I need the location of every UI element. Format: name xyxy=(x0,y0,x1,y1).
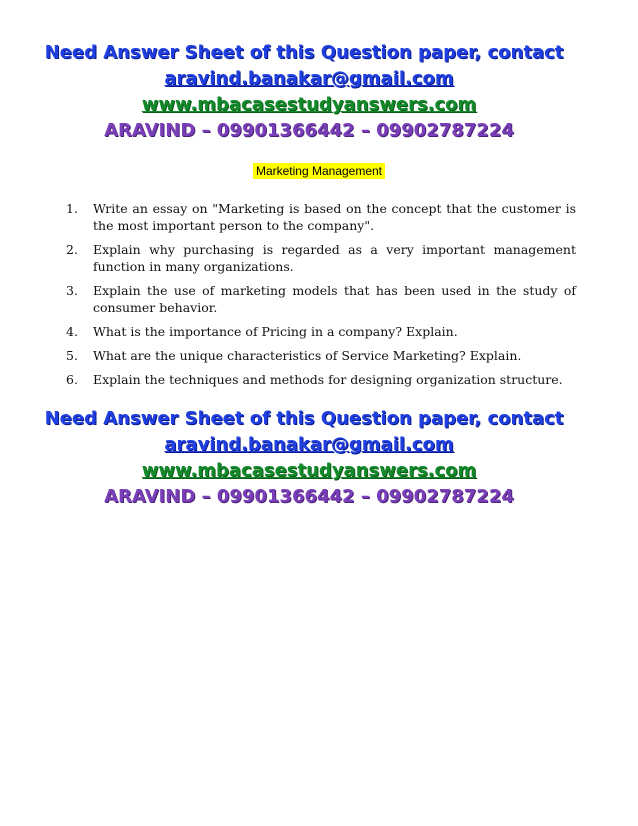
question-text: Explain the techniques and methods for designing organization structure. xyxy=(93,372,563,387)
question-item xyxy=(66,282,576,316)
question-number: 3. xyxy=(66,283,78,298)
question-number: 1. xyxy=(66,201,78,216)
contact-website-link[interactable]: www.mbacasestudyanswers.com xyxy=(141,460,477,481)
question-list xyxy=(66,200,576,395)
contact-email-link[interactable]: aravind.banakar@gmail.com xyxy=(164,434,454,455)
contact-phone: ARAVIND – 09901366442 – 09902787224 xyxy=(104,120,514,141)
question-item xyxy=(66,371,576,388)
question-item xyxy=(66,200,576,234)
question-text: What is the importance of Pricing in a company? Explain. xyxy=(93,324,458,339)
question-text: What are the unique characteristics of Service Marketing? Explain. xyxy=(93,348,522,363)
contact-title: Need Answer Sheet of this Question paper, contact xyxy=(44,408,564,429)
question-number: 6. xyxy=(66,372,78,387)
question-number: 5. xyxy=(66,348,78,363)
subject-highlight: Marketing Management xyxy=(253,163,385,179)
question-number: 4. xyxy=(66,324,78,339)
contact-website-link[interactable]: www.mbacasestudyanswers.com xyxy=(141,94,477,115)
question-item xyxy=(66,347,576,364)
contact-header-top xyxy=(0,40,638,144)
question-item xyxy=(66,241,576,275)
subject-title xyxy=(0,162,638,180)
question-text: Explain why purchasing is regarded as a very important management function in many organizations. xyxy=(93,242,576,274)
question-item xyxy=(66,323,576,340)
contact-phone: ARAVIND – 09901366442 – 09902787224 xyxy=(104,486,514,507)
question-text: Explain the use of marketing models that has been used in the study of consumer behavior. xyxy=(93,283,576,315)
contact-header-bottom xyxy=(0,406,638,510)
question-text: Write an essay on "Marketing is based on the concept that the customer is the most important person to the company". xyxy=(93,201,576,233)
contact-title: Need Answer Sheet of this Question paper, contact xyxy=(44,42,564,63)
contact-email-link[interactable]: aravind.banakar@gmail.com xyxy=(164,68,454,89)
question-number: 2. xyxy=(66,242,78,257)
